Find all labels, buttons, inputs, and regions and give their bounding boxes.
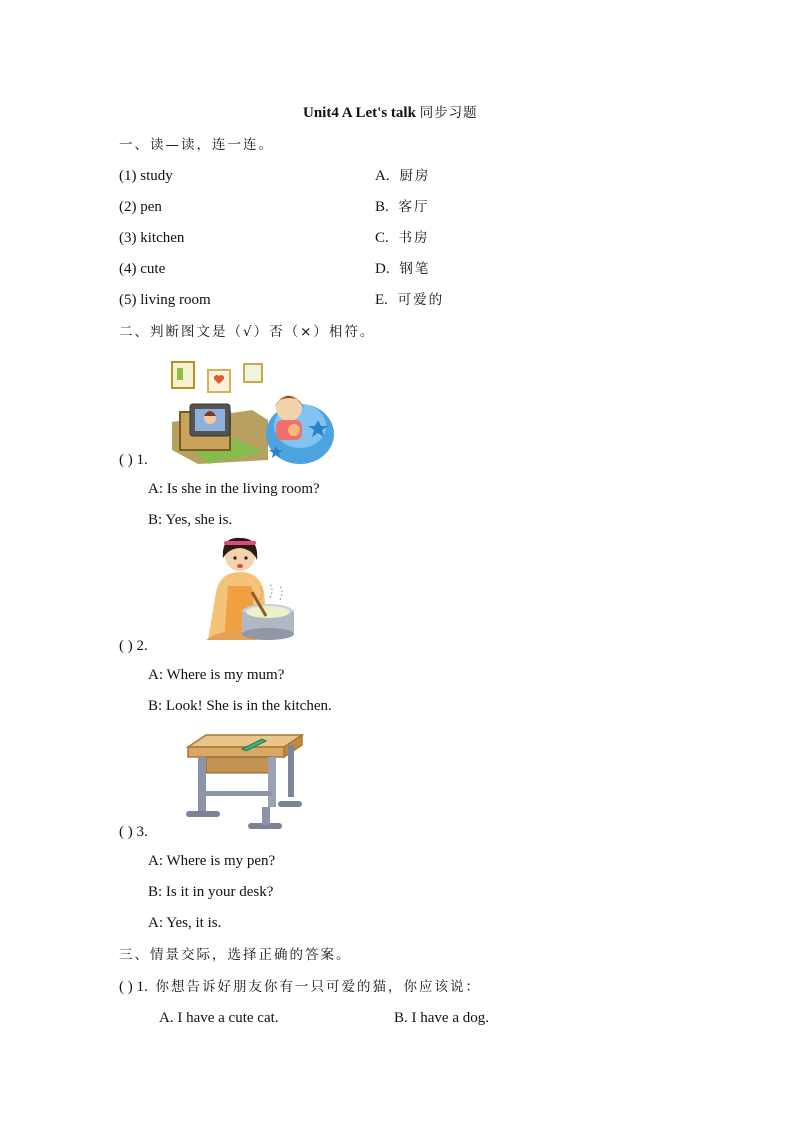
dialogue-1-line-2: B: Yes, she is.: [148, 512, 233, 528]
kitchen-mum-illustration: [200, 536, 300, 640]
match-left-1: (1) study: [119, 168, 173, 184]
title-english: Unit4 A Let's talk: [303, 105, 416, 121]
match-right-word: 厨房: [399, 168, 431, 184]
title-chinese: 同步习题: [419, 105, 478, 121]
match-left-2: (2) pen: [119, 199, 162, 215]
match-right-letter: C.: [375, 230, 389, 246]
match-right-letter: A.: [375, 168, 390, 184]
section3-heading: 三、情景交际，选择正确的答案。: [119, 947, 352, 963]
judge-label-3: ( ) 3.: [119, 824, 148, 840]
living-room-illustration: [168, 360, 334, 464]
question-1-text: 你想告诉好朋友你有一只可爱的猫，你应该说：: [155, 979, 481, 995]
dialogue-1-line-1: A: Is she in the living room?: [148, 481, 320, 497]
match-right-letter: E.: [375, 292, 388, 308]
section2-heading: 二、判断图文是（√）否（×）相符。: [119, 324, 376, 340]
page-title: [303, 104, 478, 122]
match-right-1: [375, 167, 430, 185]
desk-illustration: [184, 733, 304, 831]
match-right-word: 可爱的: [397, 292, 445, 308]
judge-label-2: ( ) 2.: [119, 638, 148, 654]
option-b: B. I have a dog.: [394, 1010, 489, 1026]
question-1: [119, 978, 481, 996]
match-left-4: (4) cute: [119, 261, 166, 277]
match-left-5: (5) living room: [119, 292, 211, 308]
match-right-word: 书房: [398, 230, 430, 246]
question-1-label: ( ) 1.: [119, 979, 148, 995]
dialogue-3-line-2: B: Is it in your desk?: [148, 884, 274, 900]
match-right-2: [375, 198, 430, 216]
option-a: A. I have a cute cat.: [159, 1010, 279, 1026]
match-right-word: 钢笔: [399, 261, 431, 277]
dialogue-2-line-2: B: Look! She is in the kitchen.: [148, 698, 332, 714]
judge-label-1: ( ) 1.: [119, 452, 148, 468]
dialogue-2-line-1: A: Where is my mum?: [148, 667, 285, 683]
dialogue-3-line-1: A: Where is my pen?: [148, 853, 276, 869]
match-right-letter: B.: [375, 199, 389, 215]
match-right-word: 客厅: [398, 199, 430, 215]
match-right-letter: D.: [375, 261, 390, 277]
match-right-4: [375, 260, 430, 278]
match-right-5: [375, 291, 444, 309]
match-right-3: [375, 229, 430, 247]
section1-heading: 一、读—读，连一连。: [119, 137, 274, 153]
match-left-3: (3) kitchen: [119, 230, 185, 246]
dialogue-3-line-3: A: Yes, it is.: [148, 915, 222, 931]
